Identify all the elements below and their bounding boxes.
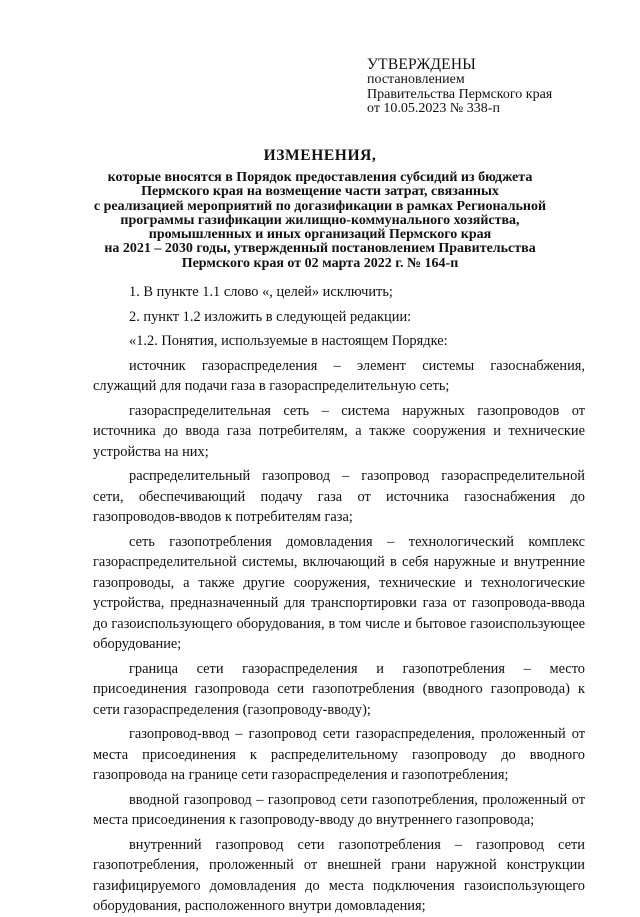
paragraph: «1.2. Понятия, используемые в настоящем Порядке: (129, 333, 448, 349)
subtitle-line: которые вносятся в Порядок предоставления субсидий из бюджета (107, 170, 533, 185)
document-body (93, 282, 585, 917)
paragraph: граница сети газораспределения и газопотребления – место присоединения газопровода сети газопотребления (вводного газопровода) к сети газораспределения (газопроводу-вводу); (93, 660, 585, 718)
subtitle-line: на 2021 – 2030 годы, утвержденный постановлением Правительства (104, 241, 536, 257)
document-title: ИЗМЕНЕНИЯ, (263, 147, 377, 164)
approval-title: УТВЕРЖДЕНЫ (367, 56, 476, 73)
approval-line: постановлением (367, 72, 465, 87)
paragraph: источник газораспределения – элемент системы газоснабжения, служащий для подачи газа в газораспределительную сеть; (93, 357, 585, 394)
paragraph: газопровод-ввод – газопровод сети газораспределения, проложенный от места присоединения к распределительному газопроводу до вводного газопровода на границе сети газораспределения и газопотребления; (93, 726, 585, 783)
paragraph: 1. В пункте 1.1 слово «, целей» исключить; (129, 284, 393, 300)
subtitle-line: Пермского края на возмещение части затрат, связанных (141, 184, 499, 200)
paragraph: 2. пункт 1.2 изложить в следующей редакции: (129, 308, 412, 325)
subtitle-line: с реализацией мероприятий по догазификации в рамках Региональной (93, 198, 547, 214)
subtitle-line: промышленных и иных организаций Пермского края (148, 227, 492, 243)
subtitle-line: Пермского края от 02 марта 2022 г. № 164-п (181, 255, 459, 271)
approval-line: Правительства Пермского края (367, 86, 553, 102)
paragraph: газораспределительная сеть – система наружных газопроводов от источника до ввода газа потребителям, а также сооружения и технические устройства на них; (93, 402, 585, 460)
paragraph: распределительный газопровод – газопровод газораспределительной сети, обеспечивающий подачу газа от источника газоснабжения до газопроводов-вводов к потребителям газа; (93, 468, 585, 525)
paragraph: сеть газопотребления домовладения – технологический комплекс газораспределительной системы, включающий в себя наружные и внутренние газопроводы, а также другие сооружения, технические и технологические устройства, предназначенный для транспортировки газа от газопровода-ввода до газоиспользующего оборудования, в том числе и бытовое газоиспользующее оборудование; (93, 533, 585, 652)
paragraph: внутренний газопровод сети газопотребления – газопровод сети газопотребления, проложенный от внешней грани наружной конструкции газифицируемого домовладения до места подключения газоиспользующего оборудования, расположенного внутри домовладения; (93, 836, 585, 914)
approval-stamp (367, 56, 627, 117)
subtitle-line: программы газификации жилищно-коммунального хозяйства, (120, 212, 520, 228)
document-subtitle (70, 171, 570, 271)
paragraph: вводной газопровод – газопровод сети газопотребления, проложенный от места присоединения к газопроводу-вводу до внутреннего газопровода; (93, 791, 585, 828)
approval-line: от 10.05.2023 № 338-п (367, 101, 500, 116)
